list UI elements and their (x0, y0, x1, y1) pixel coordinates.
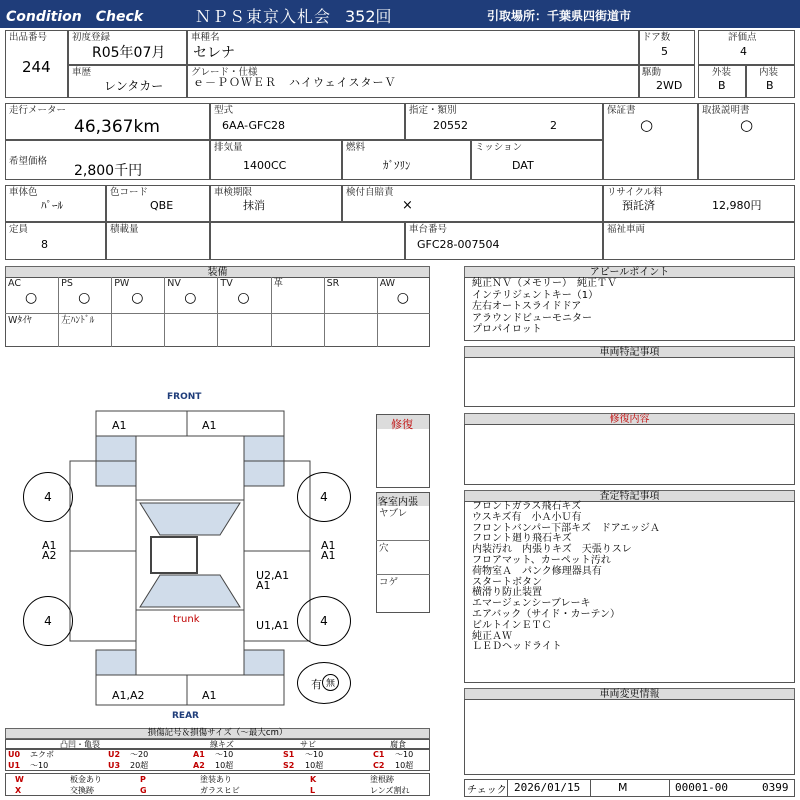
interior-line-2 (376, 574, 430, 575)
inspection-note-line: スタートボタン (472, 576, 542, 588)
car-name-value: セレナ (193, 45, 235, 61)
legend-title: 損傷記号＆損傷サイズ（～最大cm） (5, 728, 430, 739)
front-label: FRONT (167, 392, 202, 402)
equipment-extra-label: Wﾀｲﾔ (8, 315, 32, 326)
rear-left-damage: A1,A2 (112, 689, 145, 702)
exterior-label: 外装 (712, 67, 732, 78)
legend-mark-value: ガラスヒビ (200, 786, 240, 795)
displacement-label: 排気量 (214, 142, 243, 153)
equipment-value: ○ (25, 290, 38, 306)
legend-code: U0 (8, 750, 21, 759)
right-rear-damage-1: U2,A1 (256, 569, 290, 582)
model-value: 6AA-GFC28 (222, 119, 286, 132)
legend-mark-code: X (15, 786, 22, 795)
inspection-note-line: エアバック（サイド・カーテン） (472, 608, 620, 620)
doors-value: 5 (661, 45, 668, 58)
right-rear-damage-2: A1 (256, 579, 271, 592)
recycle-label: リサイクル料 (607, 187, 663, 198)
self-ins-value: × (402, 198, 413, 213)
legend-header: 凸凹・亀裂 (60, 740, 100, 749)
legend-value: 10超 (305, 761, 324, 770)
appeal-title: アピールポイント (464, 266, 795, 278)
left-side-damage-1: A1 (42, 539, 57, 552)
equipment-divider (377, 277, 378, 347)
mileage-label: 走行メーター (9, 105, 67, 116)
inspection-note-line: フロント廻り飛石キズ (472, 533, 572, 545)
repair-title: 修復内容 (464, 413, 795, 425)
legend-code: S1 (283, 750, 295, 759)
inspection-note-line: フロントガラス飛石キズ (472, 501, 582, 512)
tire-front-right: 4 (297, 472, 351, 522)
legend-code: U2 (108, 750, 121, 759)
equipment-divider (111, 277, 112, 347)
exterior-value: B (718, 79, 726, 92)
rear-label: REAR (172, 711, 199, 721)
lot-label: 出品番号 (9, 32, 48, 43)
spare-label: 有 (311, 678, 322, 691)
legend-mark-value: 板金あり (70, 775, 102, 784)
blank-cell (210, 222, 405, 260)
equipment-extra-label: 左ﾊﾝﾄﾞﾙ (61, 315, 95, 326)
inspection-note-line: ＬＥＤヘッドライト (472, 641, 562, 653)
appeal-lines (472, 278, 617, 336)
change-info-title: 車両変更情報 (464, 688, 795, 700)
legend-code: C2 (373, 761, 385, 770)
model-label: 型式 (214, 105, 234, 116)
inspection-note-line: 荷物室Ａ パンク修理器具有 (472, 565, 602, 577)
rear-right-damage: A1 (202, 689, 217, 702)
equipment-divider (271, 277, 272, 347)
interior-title: 客室内張 (378, 497, 418, 508)
legend-header: 腐食 (390, 740, 406, 749)
first-reg-value: R05年07月 (92, 45, 166, 61)
color-value: ﾊﾟｰﾙ (41, 199, 63, 212)
right-side-damage-2: A1 (321, 549, 336, 562)
doors-label: ドア数 (642, 32, 671, 43)
legend-header: 線キズ (210, 740, 234, 749)
manual-value: ○ (740, 116, 754, 134)
interior-hole-label: 穴 (379, 543, 389, 554)
legend-mark-code: G (140, 786, 147, 795)
equipment-label: 革 (273, 278, 284, 289)
special-box (464, 357, 795, 407)
equipment-value: ○ (237, 290, 250, 306)
legend-mark-value: 交換跡 (70, 786, 94, 795)
drive-value: 2WD (656, 79, 683, 92)
legend-header: サビ (300, 740, 316, 749)
inspection-note-line: フロアマット、カーペット汚れ (472, 554, 611, 566)
legend-code: C1 (373, 750, 385, 759)
legend-code: S2 (283, 761, 295, 770)
appeal-line: 左右オートスライドドア (472, 301, 582, 312)
left-side-damage-2: A2 (42, 549, 57, 562)
tire-front-left: 4 (23, 472, 73, 522)
check-label: チェック (467, 785, 507, 796)
inspection-note-line: フロントバンパー下部キズ ドアエッジＡ (472, 522, 660, 534)
footer-divider-2 (590, 779, 591, 797)
fuel-label: 燃料 (346, 142, 366, 153)
equipment-value: ○ (78, 290, 91, 306)
legend-value: ～10 (215, 750, 234, 759)
recycle-value: 12,980円 (712, 199, 762, 212)
equipment-divider (217, 277, 218, 347)
legend-code: U1 (8, 761, 21, 770)
price-label: 希望価格 (9, 156, 48, 167)
equipment-label: NV (167, 278, 181, 289)
chassis-label: 車台番号 (409, 224, 448, 235)
legend-value: ～10 (305, 750, 324, 759)
appeal-line: 純正ＮＶ（メモリー） 純正ＴＶ (472, 278, 617, 289)
legend-mark-code: P (140, 775, 146, 784)
equipment-value: ○ (131, 290, 144, 306)
inspection-note-line: 純正ＡＷ (472, 630, 512, 642)
capacity-value: 8 (41, 238, 48, 251)
tire-rear-left: 4 (23, 596, 73, 646)
color-label: 車体色 (9, 187, 38, 198)
special-title: 車両特記事項 (464, 346, 795, 358)
inspection-label: 車検期限 (214, 187, 253, 198)
interior-grade-value: B (766, 79, 774, 92)
displacement-value: 1400CC (243, 159, 287, 172)
rating-value: 4 (740, 45, 747, 58)
capacity-label: 定員 (9, 224, 29, 235)
equipment-divider (164, 277, 165, 347)
front-right-damage: A1 (202, 419, 217, 432)
car-name-cell (187, 30, 639, 65)
inspection-note-line: エマージェンシーブレーキ (472, 598, 591, 610)
car-name-label: 車種名 (191, 32, 220, 43)
interior-grade-label: 内装 (759, 67, 779, 78)
trunk-label: trunk (173, 614, 200, 625)
self-ins-label: 検付自賠責 (346, 187, 394, 198)
inspection-note-line: 内装汚れ 内張りキズ 天張りスレ (472, 544, 632, 556)
inspection-notes-title: 査定特記事項 (464, 490, 795, 502)
equipment-label: TV (220, 278, 233, 289)
inspection-note-line: ウスキズ有 小Ａ小Ｕ有 (472, 511, 582, 523)
auction-round: 352回 (345, 7, 392, 26)
recycle-status: 預託済 (622, 199, 655, 212)
equipment-label: PS (61, 278, 73, 289)
lot-number: 244 (22, 58, 51, 76)
grade-value: ｅ－ＰＯＷＥＲ ハイウェイスターＶ (193, 76, 397, 89)
footer-code: 00001-00 (675, 781, 728, 794)
first-reg-label: 初度登録 (72, 32, 111, 43)
legend-value: 20超 (130, 761, 149, 770)
inspection-note-line: 横滑り防止装置 (472, 587, 542, 599)
interior-burn-label: コゲ (379, 577, 399, 588)
price-value: 2,800千円 (74, 163, 143, 179)
spare-none-icon: 無 (322, 674, 339, 691)
rating-label: 評価点 (728, 32, 757, 43)
pickup-location: 引取場所：千葉県四街道市 (487, 9, 632, 23)
legend-code: U3 (108, 761, 121, 770)
legend-value: ～10 (395, 750, 414, 759)
warranty-label: 保証書 (607, 105, 636, 116)
inspection-note-line: ビルトインＥＴＣ (472, 619, 552, 631)
history-label: 車歴 (72, 67, 92, 78)
auction-name: ＮＰＳ東京入札会 (195, 7, 332, 26)
legend-mark-value: 塗根跡 (370, 775, 394, 784)
legend-code: A1 (193, 750, 205, 759)
drive-label: 駆動 (642, 67, 662, 78)
header-title: Condition Check (6, 9, 144, 25)
legend-mark-value: 塗装あり (200, 775, 232, 784)
designation-label: 指定・類別 (409, 105, 457, 116)
welfare-label: 福祉車両 (607, 224, 646, 235)
manual-label: 取扱説明書 (702, 105, 750, 116)
legend-code: A2 (193, 761, 205, 770)
legend-mark-code: L (310, 786, 316, 795)
check-mark: M (618, 781, 628, 794)
grade-label: グレード・仕様 (191, 67, 258, 78)
footer-divider-3 (669, 779, 670, 797)
legend-value: 10超 (395, 761, 414, 770)
legend-mark-code: K (310, 775, 317, 784)
color-code-label: 色コード (110, 187, 149, 198)
equipment-title: 装備 (5, 266, 430, 278)
legend-value: ～20 (130, 750, 149, 759)
equipment-value: ○ (184, 290, 197, 306)
repair-mark-label: 修復 (391, 418, 413, 431)
footer-divider-1 (507, 779, 508, 797)
check-date: 2026/01/15 (514, 781, 581, 794)
equipment-label: PW (114, 278, 130, 289)
equipment-label: AC (8, 278, 21, 289)
right-side-damage-1: A1 (321, 539, 336, 552)
legend-value: エクボ (30, 750, 54, 759)
equipment-divider (58, 277, 59, 347)
mileage-value: 46,367km (74, 117, 160, 137)
category-value: 2 (550, 119, 557, 132)
chassis-value: GFC28-007504 (417, 238, 500, 251)
history-value: レンタカー (104, 79, 164, 93)
inspection-value: 抹消 (243, 199, 265, 212)
equipment-row-divider (5, 313, 430, 314)
footer-number: 0399 (762, 781, 789, 794)
legend-value: ～10 (30, 761, 49, 770)
load-label: 積載量 (110, 224, 139, 235)
right-rear-damage-3: U1,A1 (256, 619, 290, 632)
equipment-divider (324, 277, 325, 347)
transmission-label: ミッション (475, 142, 523, 153)
repair-box (464, 424, 795, 485)
appeal-line: アラウンドビューモニター (472, 312, 592, 324)
equipment-value: ○ (396, 290, 409, 306)
equipment-label: AW (379, 278, 396, 289)
interior-line-1 (376, 540, 430, 541)
legend-value: 10超 (215, 761, 234, 770)
front-left-damage: A1 (112, 419, 127, 432)
interior-tear-label: ヤブレ (379, 508, 408, 519)
equipment-label: SR (326, 278, 340, 289)
appeal-line: インテリジェントキー（1） (472, 289, 599, 301)
legend-mark-code: W (15, 775, 24, 784)
designation-value: 20552 (433, 119, 468, 132)
color-code-value: QBE (150, 199, 174, 212)
change-info-box (464, 699, 795, 775)
warranty-value: ○ (640, 116, 654, 134)
tire-rear-right: 4 (297, 596, 351, 646)
inspection-notes-lines (472, 502, 660, 653)
transmission-value: DAT (512, 159, 534, 172)
appeal-line: プロパイロット (472, 324, 542, 335)
fuel-value: ｶﾞｿﾘﾝ (383, 159, 411, 172)
legend-mark-value: レンズ割れ (370, 786, 410, 795)
